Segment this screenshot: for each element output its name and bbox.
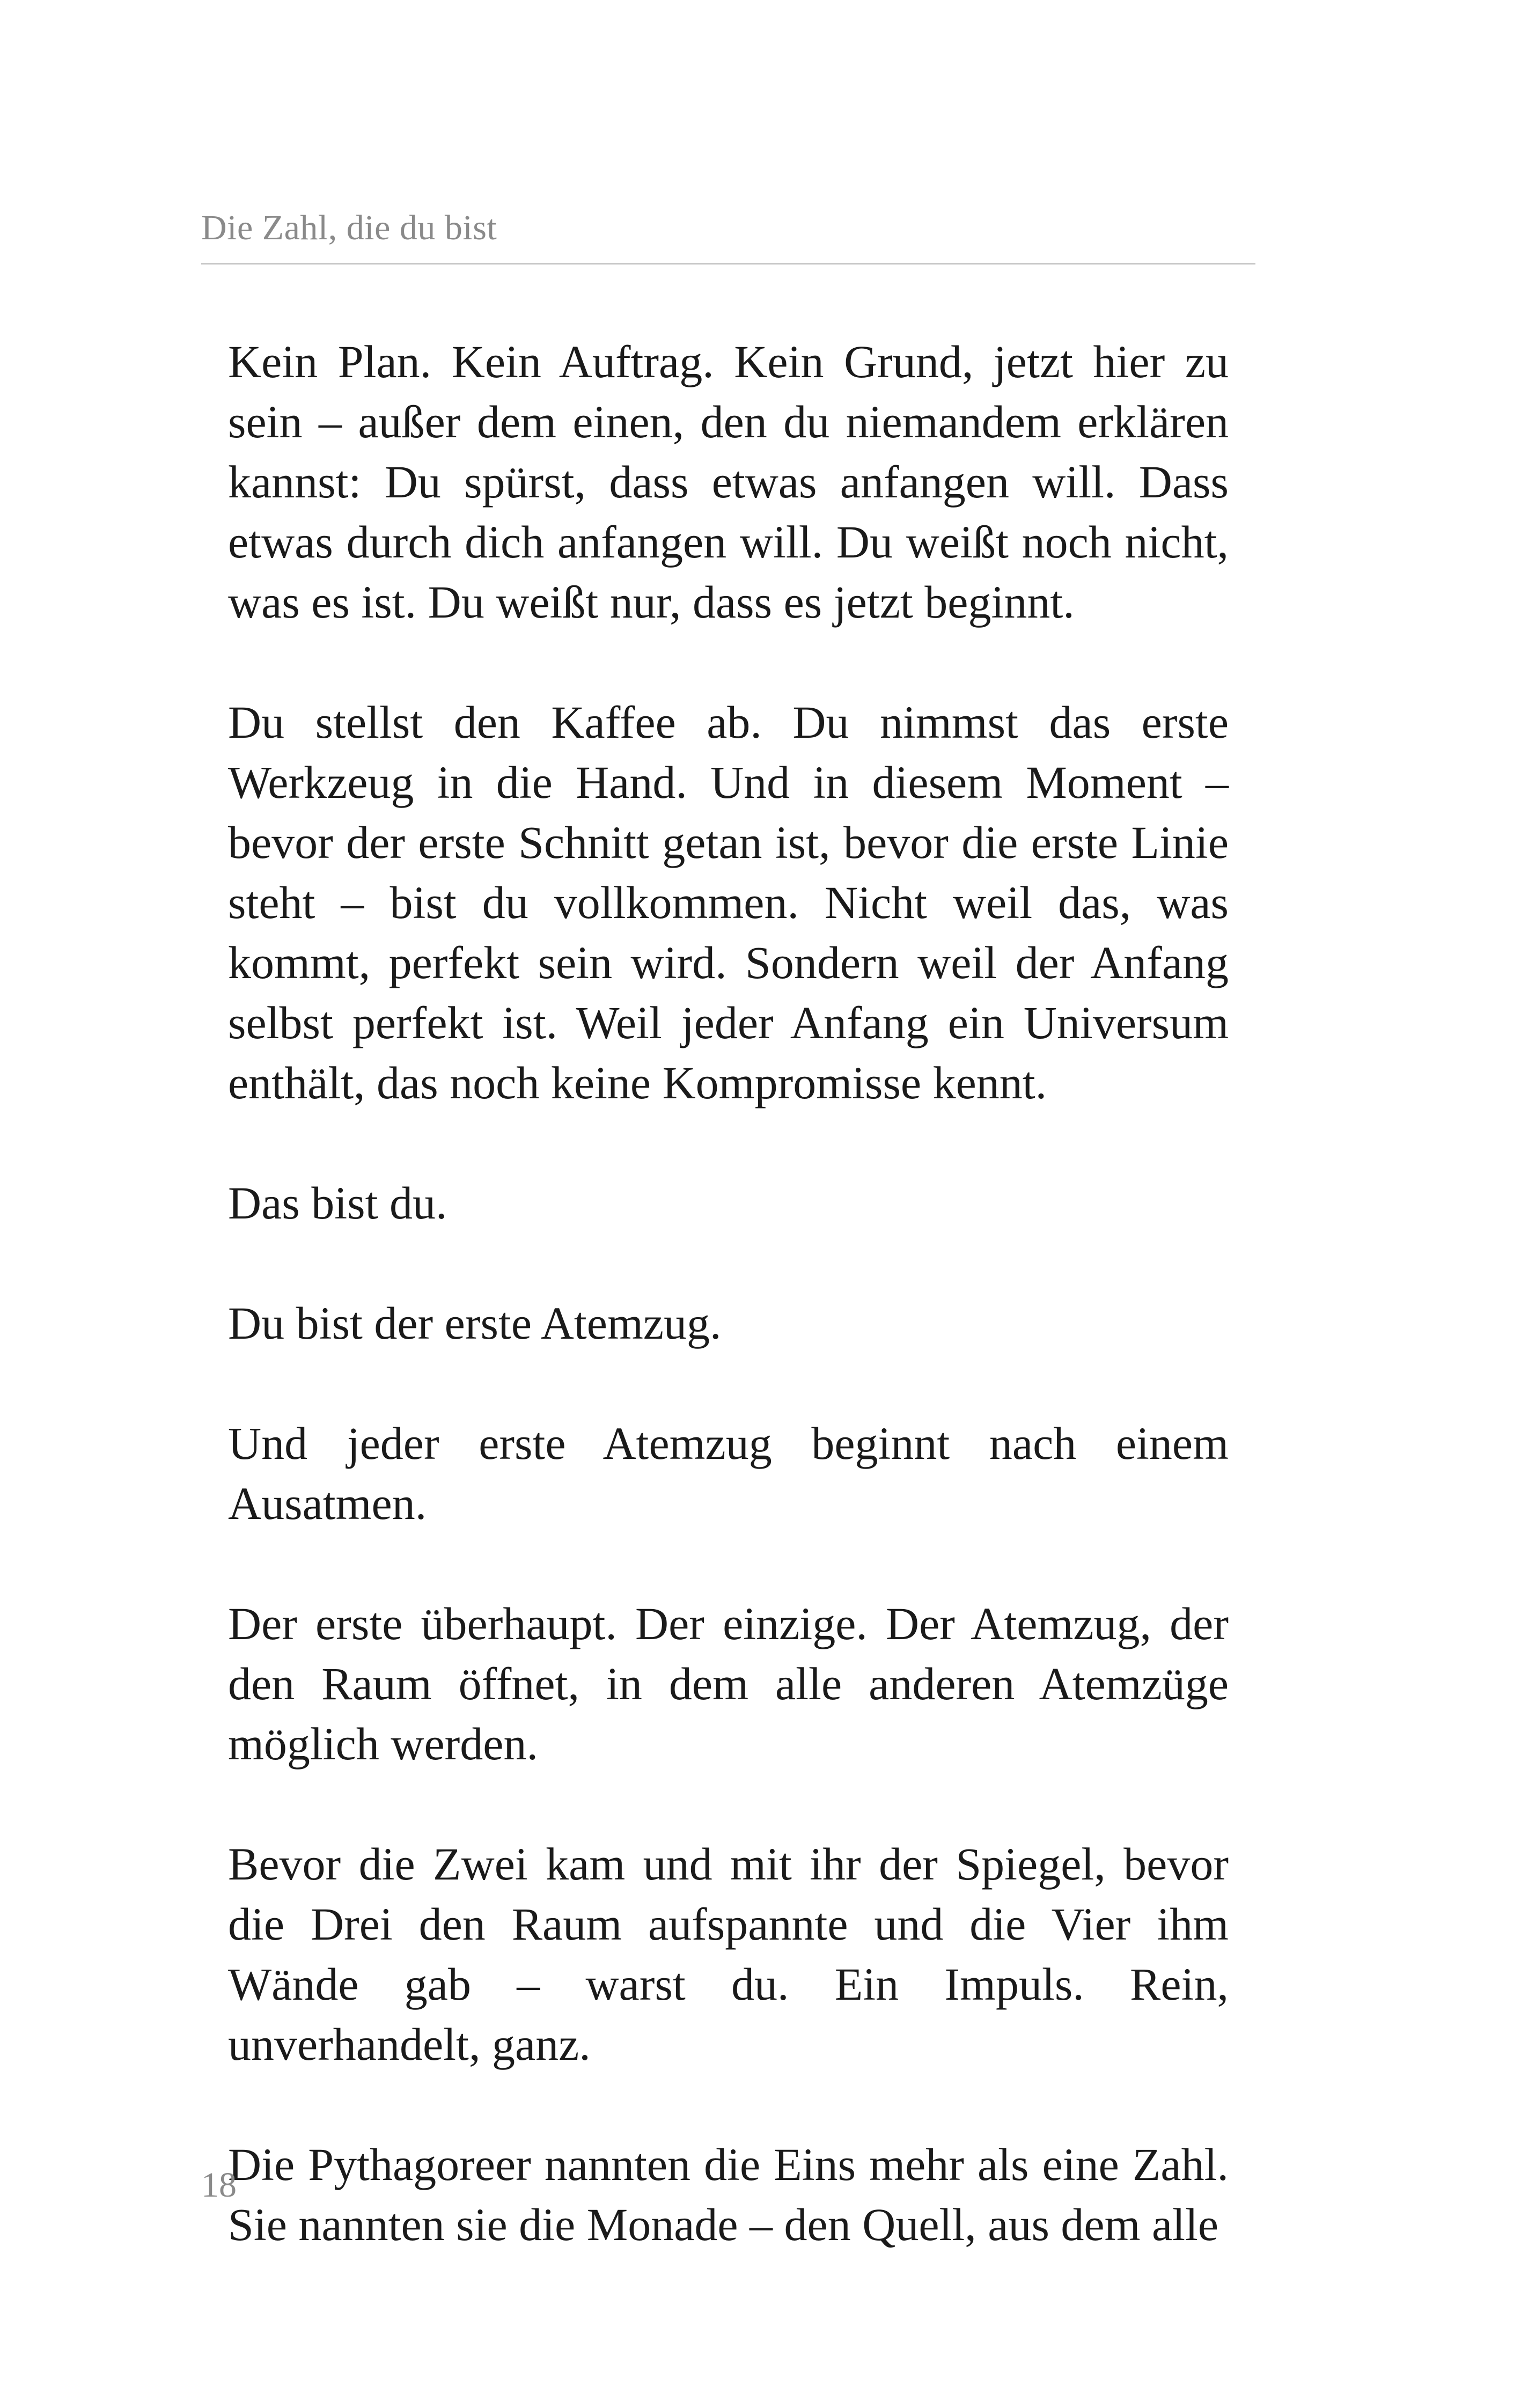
paragraph-1: Kein Plan. Kein Auftrag. Kein Grund, jetzt hier zu sein – außer dem einen, den du niemandem erklären kannst: Du spürst, dass etwas anfangen will. Dass etwas durch dich anfangen will. Du weißt noch nicht, was es ist. Du weißt nur, dass es jetzt beginnt.: [228, 336, 1229, 628]
body-text: [228, 332, 1229, 2255]
paragraph-8: Die Pythagoreer nannten die Eins mehr als eine Zahl. Sie nannten sie die Monade – den Quell, aus dem alle: [228, 2139, 1229, 2250]
paragraph-6: Der erste überhaupt. Der einzige. Der Atemzug, der den Raum öffnet, in dem alle anderen Atemzüge möglich werden.: [228, 1598, 1229, 1770]
paragraph-2: Du stellst den Kaffee ab. Du nimmst das erste Werkzeug in die Hand. Und in diesem Moment – bevor der erste Schnitt getan ist, bevor die erste Linie steht – bist du vollkommen. Nicht weil das, was kommt, perfekt sein wird. Sondern weil der Anfang selbst perfekt ist. Weil jeder Anfang ein Universum enthält, das noch keine Kompromisse kennt.: [228, 696, 1229, 1108]
paragraph-3: Das bist du.: [228, 1177, 447, 1229]
page-number: 18: [201, 2165, 237, 2205]
running-head: Die Zahl, die du bist: [201, 208, 497, 247]
paragraph-4: Du bist der erste Atemzug.: [228, 1297, 722, 1349]
paragraph-7: Bevor die Zwei kam und mit ihr der Spiegel, bevor die Drei den Raum aufspannte und die Vier ihm Wände gab – warst du. Ein Impuls. Rein, unverhandelt, ganz.: [228, 1838, 1229, 2070]
paragraph-5: Und jeder erste Atemzug beginnt nach einem Ausatmen.: [228, 1418, 1229, 1529]
header-divider: [201, 263, 1255, 265]
